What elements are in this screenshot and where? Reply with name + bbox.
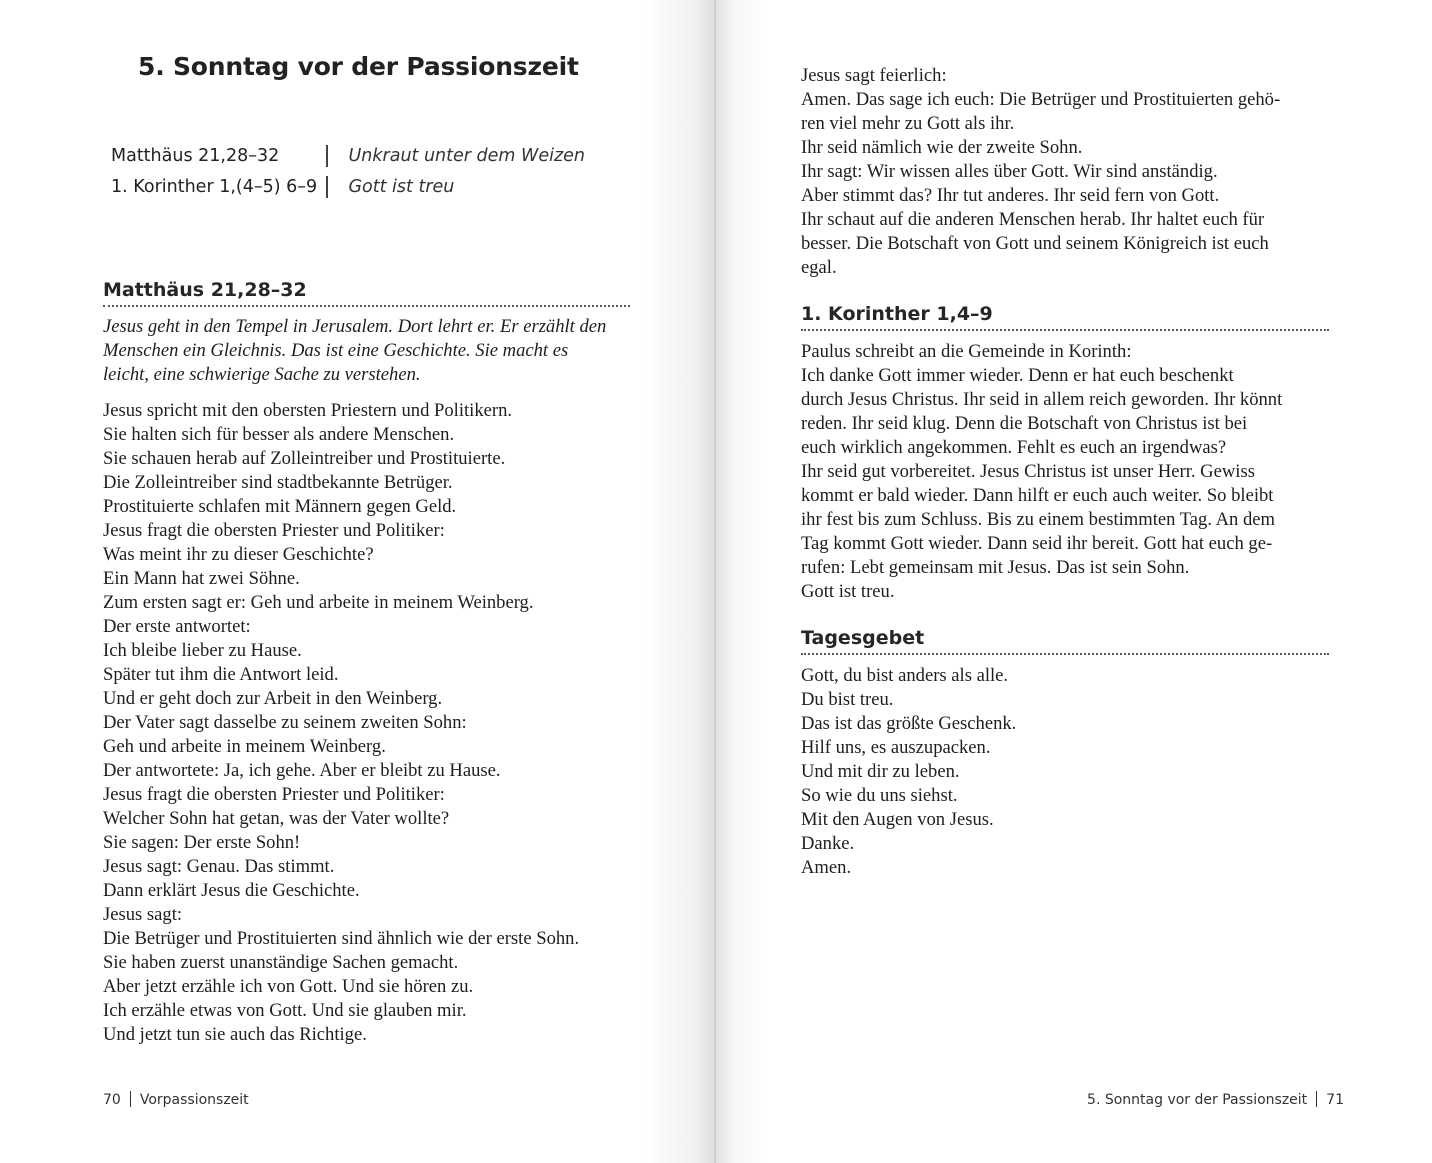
intro-line: Jesus geht in den Tempel in Jerusalem. Dort lehrt er. Er erzählt den (103, 316, 607, 337)
text-line: Prostituierte schlafen mit Männern gegen Geld. (103, 496, 457, 517)
text-line: Sie haben zuerst unanständige Sachen gemacht. (103, 952, 459, 973)
text-line: Ich erzähle etwas von Gott. Und sie glauben mir. (103, 1000, 467, 1021)
prayer-text (801, 664, 1016, 880)
text-line: Tag kommt Gott wieder. Dann seid ihr bereit. Gott hat euch ge- (801, 533, 1273, 554)
text-line: Was meint ihr zu dieser Geschichte? (103, 544, 374, 565)
text-line: Ich danke Gott immer wieder. Denn er hat euch beschenkt (801, 365, 1234, 386)
text-line: Sie halten sich für besser als andere Menschen. (103, 424, 455, 445)
footer-divider (130, 1091, 131, 1107)
text-line: rufen: Lebt gemeinsam mit Jesus. Das ist sein Sohn. (801, 557, 1190, 578)
text-line: Die Betrüger und Prostituierten sind ähnlich wie der erste Sohn. (103, 928, 580, 949)
reference-passage: 1. Korinther 1,(4–5) 6–9 (111, 176, 318, 197)
epistle-text (801, 340, 1282, 604)
text-line: Gott ist treu. (801, 581, 895, 602)
text-line: Aber stimmt das? Ihr tut anderes. Ihr seid fern von Gott. (801, 185, 1220, 206)
chapter-title: 5. Sonntag vor der Passionszeit (138, 52, 579, 81)
footer-right (1087, 1091, 1344, 1108)
text-line: Und jetzt tun sie auch das Richtige. (103, 1024, 367, 1045)
text-line: besser. Die Botschaft von Gott und seinem Königreich ist euch (801, 233, 1269, 254)
text-line: Ihr seid gut vorbereitet. Jesus Christus ist unser Herr. Gewiss (801, 461, 1255, 482)
running-head: Vorpassionszeit (139, 1092, 249, 1108)
text-line: Und mit dir zu leben. (801, 761, 960, 782)
text-line: Hilf uns, es auszupacken. (801, 737, 991, 758)
text-line: Amen. Das sage ich euch: Die Betrüger und Prostituierten gehö- (801, 89, 1281, 110)
text-line: Jesus spricht mit den obersten Priestern und Politikern. (103, 400, 513, 421)
reference-row (111, 140, 585, 171)
text-line: Jesus sagt: (103, 904, 183, 925)
text-line: Jesus sagt feierlich: (801, 65, 947, 86)
text-line: Der Vater sagt dasselbe zu seinem zweiten Sohn: (103, 712, 467, 733)
text-line: Sie sagen: Der erste Sohn! (103, 832, 301, 853)
text-line: egal. (801, 257, 837, 278)
intro-line: leicht, eine schwierige Sache zu verstehen. (103, 364, 421, 385)
reference-topic: Unkraut unter dem Weizen (348, 145, 585, 166)
page-number: 70 (103, 1092, 121, 1108)
text-line: So wie du uns siehst. (801, 785, 958, 806)
text-line: durch Jesus Christus. Ihr seid in allem reich geworden. Ihr könnt (801, 389, 1283, 410)
text-line: Danke. (801, 833, 855, 854)
text-line: Gott, du bist anders als alle. (801, 665, 1009, 686)
footer-divider (1316, 1091, 1317, 1107)
gospel-continuation (801, 64, 1280, 280)
text-line: Aber jetzt erzähle ich von Gott. Und sie hören zu. (103, 976, 474, 997)
text-line: ihr fest bis zum Schluss. Bis zu einem bestimmten Tag. An dem (801, 509, 1275, 530)
gospel-intro (103, 315, 606, 387)
text-line: Jesus fragt die obersten Priester und Politiker: (103, 784, 445, 805)
text-line: reden. Ihr seid klug. Denn die Botschaft von Christus ist bei (801, 413, 1248, 434)
text-line: euch wirklich angekommen. Fehlt es euch an irgendwas? (801, 437, 1227, 458)
section-divider (801, 653, 1329, 655)
gospel-text (103, 399, 579, 1047)
reference-topic: Gott ist treu (348, 176, 455, 197)
intro-line: Menschen ein Gleichnis. Das ist eine Geschichte. Sie macht es (103, 340, 569, 361)
text-line: Jesus sagt: Genau. Das stimmt. (103, 856, 335, 877)
text-line: Später tut ihm die Antwort leid. (103, 664, 339, 685)
text-line: Ich bleibe lieber zu Hause. (103, 640, 302, 661)
section-heading-korinther: 1. Korinther 1,4–9 (801, 303, 993, 325)
text-line: Amen. (801, 857, 852, 878)
section-divider (103, 305, 630, 307)
reference-row (111, 171, 585, 202)
text-line: Der erste antwortet: (103, 616, 251, 637)
running-head: 5. Sonntag vor der Passionszeit (1087, 1092, 1308, 1108)
section-heading-matthaeus: Matthäus 21,28–32 (103, 279, 307, 301)
text-line: Ihr sagt: Wir wissen alles über Gott. Wir sind anständig. (801, 161, 1218, 182)
text-line: Ein Mann hat zwei Söhne. (103, 568, 300, 589)
text-line: Paulus schreibt an die Gemeinde in Korinth: (801, 341, 1132, 362)
text-line: Zum ersten sagt er: Geh und arbeite in meinem Weinberg. (103, 592, 534, 613)
text-line: Ihr seid nämlich wie der zweite Sohn. (801, 137, 1083, 158)
section-heading-tagesgebet: Tagesgebet (801, 627, 925, 649)
text-line: Die Zolleintreiber sind stadtbekannte Betrüger. (103, 472, 453, 493)
reference-table (111, 140, 585, 202)
text-line: Das ist das größte Geschenk. (801, 713, 1017, 734)
reference-passage: Matthäus 21,28–32 (111, 145, 280, 166)
footer-left (103, 1091, 249, 1108)
text-line: Dann erklärt Jesus die Geschichte. (103, 880, 360, 901)
text-line: kommt er bald wieder. Dann hilft er euch auch weiter. So bleibt (801, 485, 1274, 506)
text-line: Ihr schaut auf die anderen Menschen herab. Ihr haltet euch für (801, 209, 1265, 230)
text-line: Du bist treu. (801, 689, 894, 710)
reference-divider (326, 145, 328, 167)
text-line: Sie schauen herab auf Zolleintreiber und Prostituierte. (103, 448, 506, 469)
text-line: Jesus fragt die obersten Priester und Politiker: (103, 520, 445, 541)
section-divider (801, 329, 1329, 331)
text-line: Der antwortete: Ja, ich gehe. Aber er bleibt zu Hause. (103, 760, 501, 781)
text-line: Mit den Augen von Jesus. (801, 809, 994, 830)
text-line: ren viel mehr zu Gott als ihr. (801, 113, 1015, 134)
page-number: 71 (1326, 1092, 1344, 1108)
text-line: Geh und arbeite in meinem Weinberg. (103, 736, 386, 757)
text-line: Welcher Sohn hat getan, was der Vater wollte? (103, 808, 450, 829)
reference-divider (326, 176, 328, 198)
text-line: Und er geht doch zur Arbeit in den Weinberg. (103, 688, 443, 709)
right-page (716, 0, 1432, 1163)
